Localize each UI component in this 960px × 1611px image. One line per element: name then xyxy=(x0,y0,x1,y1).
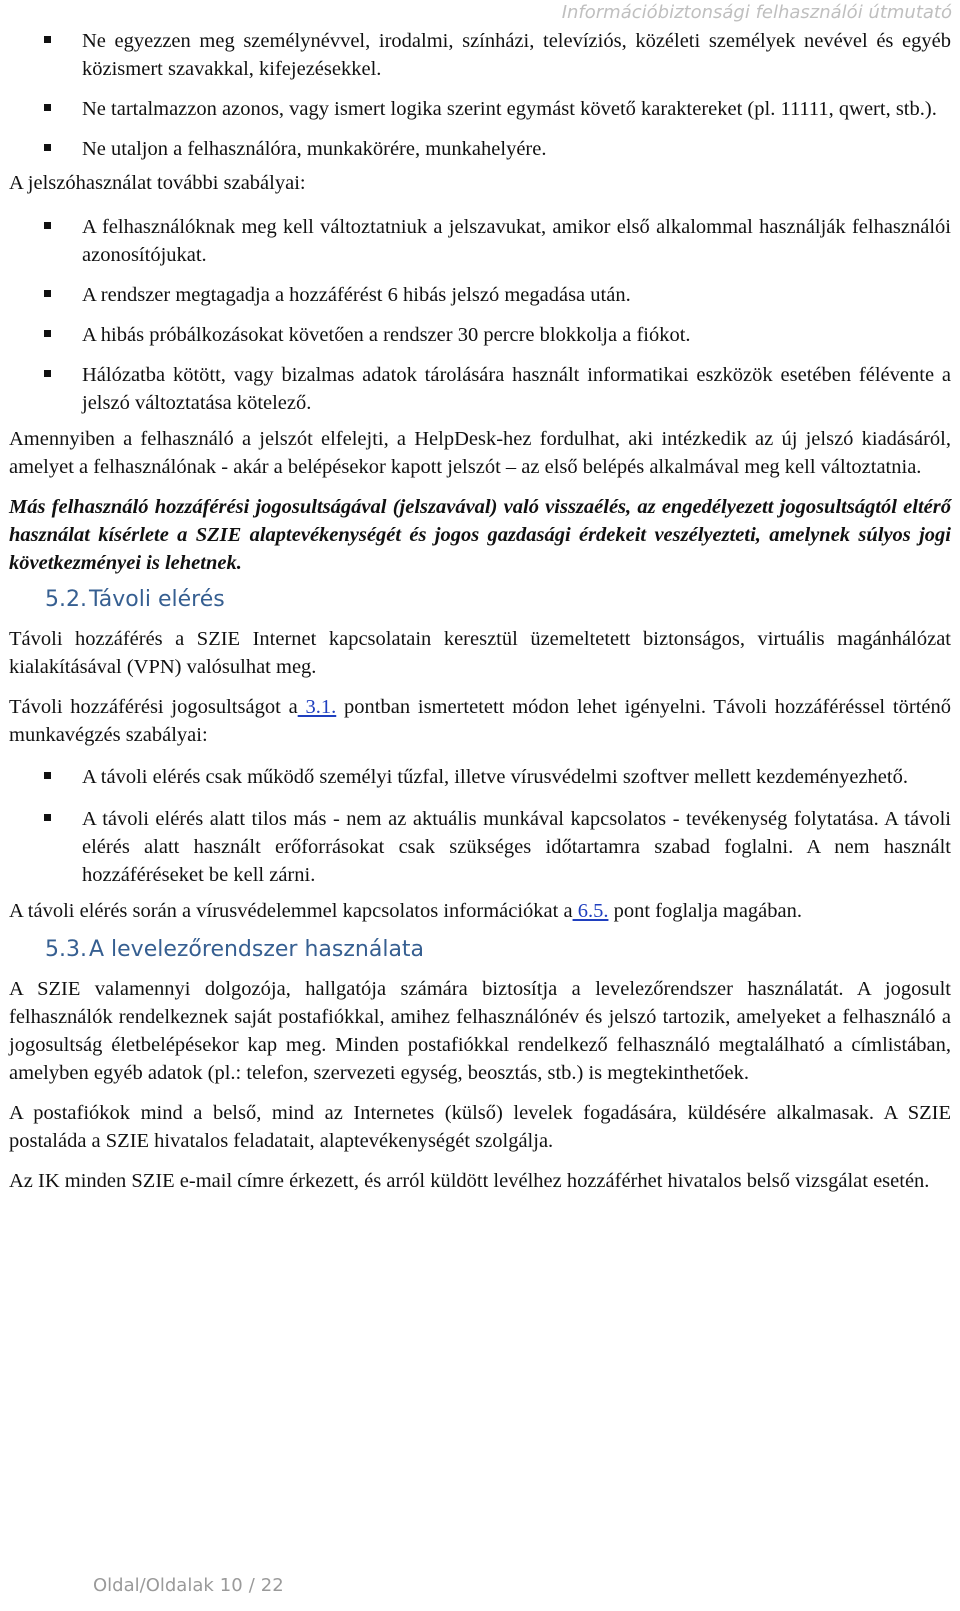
section-title: A levelezőrendszer használata xyxy=(88,937,425,962)
section-title: Távoli elérés xyxy=(88,587,225,612)
square-bullet-icon xyxy=(44,144,51,151)
square-bullet-icon xyxy=(44,36,51,43)
page-footer xyxy=(93,1574,290,1598)
list-item: A felhasználóknak meg kell változtatniuk a jelszavukat, amikor első alkalommal használják felhasználói azonosítójukat. xyxy=(9,213,951,269)
document-page xyxy=(9,0,951,1195)
section-number: 5.2. xyxy=(45,587,87,612)
square-bullet-icon xyxy=(44,370,51,377)
password-requirements-list xyxy=(9,27,951,163)
square-bullet-icon xyxy=(44,772,51,779)
square-bullet-icon xyxy=(44,290,51,297)
remote-access-rules-list xyxy=(9,763,951,889)
list-item: Ne tartalmazzon azonos, vagy ismert logika szerint egymást követő karaktereket (pl. 11111, qwert, stb.). xyxy=(9,95,951,123)
square-bullet-icon xyxy=(44,222,51,229)
page-header: Információbiztonsági felhasználói útmutató xyxy=(561,2,952,23)
page-number: 10 xyxy=(219,1575,243,1596)
mailbox-usage-paragraph: A postafiókok mind a belső, mind az Internetes (külső) levelek fogadására, küldésére alkalmasak. A SZIE postaláda a SZIE hivatalos feladatait, alaptevékenységét szolgálja. xyxy=(9,1102,951,1152)
list-item: A hibás próbálkozásokat követően a rendszer 30 percre blokkolja a fiókot. xyxy=(9,321,951,349)
list-item: A rendszer megtagadja a hozzáférést 6 hibás jelszó megadása után. xyxy=(9,281,951,309)
page-total: 22 xyxy=(260,1575,284,1596)
rules-intro: A jelszóhasználat további szabályai: xyxy=(9,172,306,194)
mail-access-paragraph: Az IK minden SZIE e-mail címre érkezett, és arról küldött levélhez hozzáférhet hivatalos belső vizsgálat esetén. xyxy=(9,1170,930,1192)
warning-paragraph: Más felhasználó hozzáférési jogosultságával (jelszavával) való visszaélés, az engedélyezett jogosultságtól eltérő használat kísérlete a SZIE alaptevékenységét és jogos gazdasági érdekeit veszélyezteti, amelynek súlyos jogi következményei is lehetnek. xyxy=(9,496,951,574)
list-item: A távoli elérés alatt tilos más - nem az aktuális munkával kapcsolatos - tevékenység folytatása. A távoli elérés alatt használt erőforrásokat csak szükséges időtartamra szabad foglalni. A nem használt hozzáféréseket be kell zárni. xyxy=(9,805,951,889)
section-number: 5.3. xyxy=(45,937,87,962)
section-heading-remote-access xyxy=(45,585,951,615)
list-item: A távoli elérés csak működő személyi tűzfal, illetve vírusvédelmi szoftver mellett kezdeményezhető. xyxy=(9,763,951,791)
square-bullet-icon xyxy=(44,330,51,337)
section-heading-mail-system xyxy=(45,935,951,965)
square-bullet-icon xyxy=(44,814,51,821)
reference-link-3-1[interactable]: 3.1. xyxy=(297,696,337,718)
square-bullet-icon xyxy=(44,104,51,111)
list-item: Hálózatba kötött, vagy bizalmas adatok tárolására használt informatikai eszközök esetében félévente a jelszó változtatása kötelező. xyxy=(9,361,951,417)
page-label: Oldal/Oldalak xyxy=(93,1575,214,1596)
reference-link-6-5[interactable]: 6.5. xyxy=(572,900,609,922)
antivirus-reference-paragraph: A távoli elérés során a vírusvédelemmel kapcsolatos információkat a 6.5. pont foglalja magában. xyxy=(9,900,802,922)
remote-access-paragraph: Távoli hozzáférés a SZIE Internet kapcsolatain keresztül üzemeltetett biztonságos, virtuális magánhálózat kialakításával (VPN) valósulhat meg. xyxy=(9,628,951,678)
password-rules-list xyxy=(9,213,951,417)
page-separator: / xyxy=(248,1575,255,1596)
mail-system-paragraph: A SZIE valamennyi dolgozója, hallgatója számára biztosítja a levelezőrendszer használatát. A jogosult felhasználók rendelkeznek saját postafiókkal, amihez felhasználónév és jelszó tartozik, amelyeket a felhasználó a jogosultság életbelépésekor kap meg. Minden postafiókkal rendelkező felhasználó megtalálható a címlistában, amelyben egyéb adatok (pl.: telefon, szervezeti egység, beosztás, stb.) is megtekinthetőek. xyxy=(9,978,951,1084)
list-item: Ne egyezzen meg személynévvel, irodalmi, színházi, televíziós, közéleti személyek nevével és egyéb közismert szavakkal, kifejezésekkel. xyxy=(9,27,951,83)
remote-access-request-paragraph: Távoli hozzáférési jogosultságot a 3.1. pontban ismertetett módon lehet igényelni. Távoli hozzáféréssel történő munkavégzés szabályai: xyxy=(9,696,951,746)
list-item: Ne utaljon a felhasználóra, munkakörére, munkahelyére. xyxy=(9,135,951,163)
forgot-password-paragraph: Amennyiben a felhasználó a jelszót elfelejti, a HelpDesk-hez fordulhat, aki intézkedik az új jelszó kiadásáról, amelyet a felhasználónak - akár a belépésekor kapott jelszót – az első belépés alkalmával meg kell változtatnia. xyxy=(9,428,951,478)
